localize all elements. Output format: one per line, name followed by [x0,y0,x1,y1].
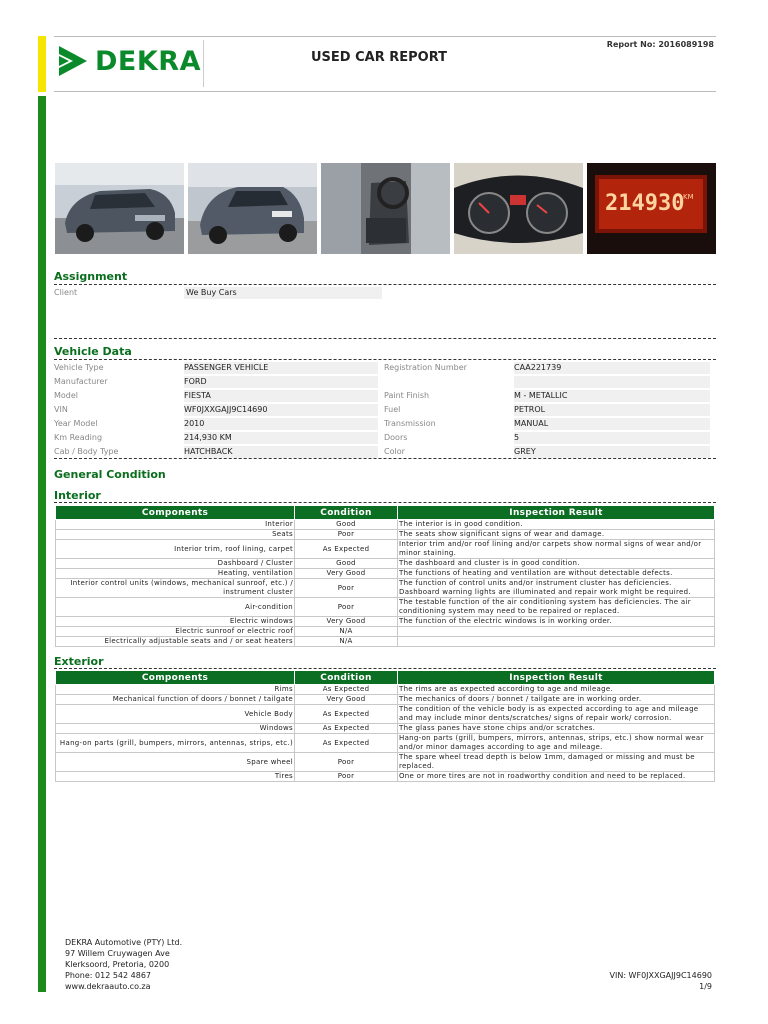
condition-cell: As Expected [295,685,398,695]
component-cell: Tires [56,772,295,782]
inspection-row [56,724,715,734]
condition-cell: Good [295,559,398,569]
vehicle-field-value: 2010 [184,418,378,430]
vehicle-field-label: Vehicle Type [54,363,104,372]
result-cell: The mechanics of doors / bonnet / tailgate are in working order. [398,695,715,705]
inspection-row [56,772,715,782]
vehicle-field-value: MANUAL [514,418,710,430]
footer-right [610,970,713,992]
result-cell: Interior trim and/or roof lining and/or carpets show normal signs of wear and/or minor staining. [398,540,715,559]
inspection-row [56,598,715,617]
report-number: Report No: 2016089198 [606,40,714,49]
inspection-row [56,705,715,724]
exterior-heading: Exterior [54,655,104,668]
components-header: Components [56,506,295,520]
component-cell: Seats [56,530,295,540]
result-cell: The condition of the vehicle body is as expected according to age and mileage and may include minor dents/scratches/ signs of repair work/ corrosion. [398,705,715,724]
car-rear-left-photo[interactable] [188,163,317,254]
result-cell: The spare wheel tread depth is below 1mm, damaged or missing and must be replaced. [398,753,715,772]
vehicle-field-value: 214,930 KM [184,432,378,444]
dekra-logo-icon [57,44,89,78]
condition-cell: As Expected [295,540,398,559]
condition-cell: Poor [295,753,398,772]
vehicle-field-value: CAA221739 [514,362,710,374]
component-cell: Rims [56,685,295,695]
component-cell: Interior [56,520,295,530]
inspection-row [56,569,715,579]
vehicle-data-row [54,432,716,444]
vehicle-field-value: FIESTA [184,390,378,402]
page-number: 1/9 [699,982,712,991]
component-cell: Interior trim, roof lining, carpet [56,540,295,559]
vehicle-field-value [514,376,710,388]
vehicle-field-value: FORD [184,376,378,388]
vehicle-field-value: 5 [514,432,710,444]
vehicle-field-label: Registration Number [384,363,467,372]
inspection-row [56,685,715,695]
result-cell: The rims are as expected according to age and mileage. [398,685,715,695]
photo-strip [55,163,716,254]
condition-cell: N/A [295,627,398,637]
inspection-row [56,637,715,647]
vehicle-data-heading: Vehicle Data [54,345,132,358]
inspection-row [56,579,715,598]
footer-website-link[interactable]: www.dekraauto.co.za [65,982,151,991]
inspection-row [56,520,715,530]
vehicle-field-label: VIN [54,405,68,414]
result-cell: The testable function of the air conditioning system has deficiencies. The air conditioning system may need to be repaired or replaced. [398,598,715,617]
sidebar-yellow-bar [38,36,46,92]
inspection-row [56,617,715,627]
vehicle-field-value: HATCHBACK [184,446,378,458]
result-cell: The seats show significant signs of wear and damage. [398,530,715,540]
condition-cell: As Expected [295,705,398,724]
vehicle-field-value: PETROL [514,404,710,416]
odometer-unit: KM [683,193,694,201]
result-cell: The interior is in good condition. [398,520,715,530]
vehicle-field-value: PASSENGER VEHICLE [184,362,378,374]
component-cell: Electric windows [56,617,295,627]
odometer-photo[interactable] [587,163,716,254]
vehicle-data-row [54,418,716,430]
interior-driver-seat-photo[interactable] [321,163,450,254]
condition-cell: Very Good [295,569,398,579]
condition-cell: Very Good [295,617,398,627]
footer-line: Klerksoord, Pretoria, 0200 [65,960,170,969]
inspection-row [56,734,715,753]
condition-cell: Good [295,520,398,530]
inspection-row [56,695,715,705]
inspection-row [56,530,715,540]
result-cell: The dashboard and cluster is in good condition. [398,559,715,569]
footer-line: 97 Willem Cruywagen Ave [65,949,170,958]
vehicle-field-label: Fuel [384,405,401,414]
result-header: Inspection Result [398,506,715,520]
vehicle-data-divider [54,359,716,360]
vehicle-field-label: Paint Finish [384,391,430,400]
exterior-inspection-table [55,670,715,782]
component-cell: Hang-on parts (grill, bumpers, mirrors, antennas, strips, etc.) [56,734,295,753]
vehicle-field-label: Manufacturer [54,377,108,386]
component-cell: Windows [56,724,295,734]
vehicle-data-row [54,446,716,458]
vehicle-field-value: GREY [514,446,710,458]
component-cell: Electric sunroof or electric roof [56,627,295,637]
assignment-heading: Assignment [54,270,128,283]
vehicle-field-label: Km Reading [54,433,103,442]
inspection-row [56,559,715,569]
component-cell: Dashboard / Cluster [56,559,295,569]
exterior-divider [54,668,716,669]
car-front-left-photo[interactable] [55,163,184,254]
inspection-row [56,540,715,559]
sidebar-green-bar [38,96,46,992]
result-cell: The function of the electric windows is in working order. [398,617,715,627]
header-separator [203,40,204,87]
vehicle-field-label: Transmission [384,419,436,428]
assignment-divider [54,284,716,285]
result-cell [398,637,715,647]
vehicle-data-bottom-divider [54,458,716,459]
result-header: Inspection Result [398,671,715,685]
vehicle-data-row [54,362,716,374]
condition-cell: Poor [295,530,398,540]
header-top-rule [54,36,716,37]
footer-vin: VIN: WF0JXXGAJJ9C14690 [609,971,712,980]
assignment-bottom-divider [54,338,716,339]
client-row [54,287,716,299]
component-cell: Electrically adjustable seats and / or seat heaters [56,637,295,647]
condition-header: Condition [295,671,398,685]
result-cell: Hang-on parts (grill, bumpers, mirrors, antennas, strips, etc.) show normal wear and/or minor damages according to age and mileage. [398,734,715,753]
vehicle-field-label: Year Model [54,419,98,428]
vehicle-field-label: Cab / Body Type [54,447,119,456]
component-cell: Air-condition [56,598,295,617]
condition-cell: As Expected [295,734,398,753]
vehicle-field-value: M - METALLIC [514,390,710,402]
header-bottom-rule [54,91,716,92]
inspection-row [56,627,715,637]
company-address [65,937,182,992]
vehicle-field-value: WF0JXXGAJJ9C14690 [184,404,378,416]
component-cell: Interior control units (windows, mechanical sunroof, etc.) / instrument cluster [56,579,295,598]
component-cell: Spare wheel [56,753,295,772]
general-condition-heading: General Condition [54,468,166,481]
interior-inspection-table [55,505,715,647]
interior-heading: Interior [54,489,101,502]
component-cell: Vehicle Body [56,705,295,724]
components-header: Components [56,671,295,685]
condition-cell: As Expected [295,724,398,734]
inspection-row [56,753,715,772]
condition-cell: Poor [295,598,398,617]
footer-line: Phone: 012 542 4867 [65,971,152,980]
brand-name: DEKRA [95,45,201,77]
vehicle-field-label: Model [54,391,79,400]
client-label: Client [54,288,78,297]
odometer-reading: 214930 [605,191,685,216]
dekra-logo [57,44,201,78]
vehicle-data-row [54,390,716,402]
component-cell: Heating, ventilation [56,569,295,579]
component-cell: Mechanical function of doors / bonnet / tailgate [56,695,295,705]
condition-cell: Poor [295,579,398,598]
result-cell: One or more tires are not in roadworthy condition and need to be replaced. [398,772,715,782]
vehicle-data-row [54,376,716,388]
footer-line: DEKRA Automotive (PTY) Ltd. [65,938,183,947]
result-cell: The functions of heating and ventilation are without detectable defects. [398,569,715,579]
result-cell: The glass panes have stone chips and/or scratches. [398,724,715,734]
result-cell: The function of control units and/or instrument cluster has deficiencies. Dashboard warning lights are illuminated and repair work might be required. [398,579,715,598]
vehicle-data-row [54,404,716,416]
page-title: USED CAR REPORT [311,50,448,65]
condition-cell: Very Good [295,695,398,705]
interior-divider [54,502,716,503]
vehicle-field-label: Color [384,447,405,456]
instrument-cluster-photo[interactable] [454,163,583,254]
result-cell [398,627,715,637]
condition-cell: Poor [295,772,398,782]
condition-header: Condition [295,506,398,520]
client-value: We Buy Cars [184,287,382,299]
vehicle-field-label: Doors [384,433,408,442]
condition-cell: N/A [295,637,398,647]
